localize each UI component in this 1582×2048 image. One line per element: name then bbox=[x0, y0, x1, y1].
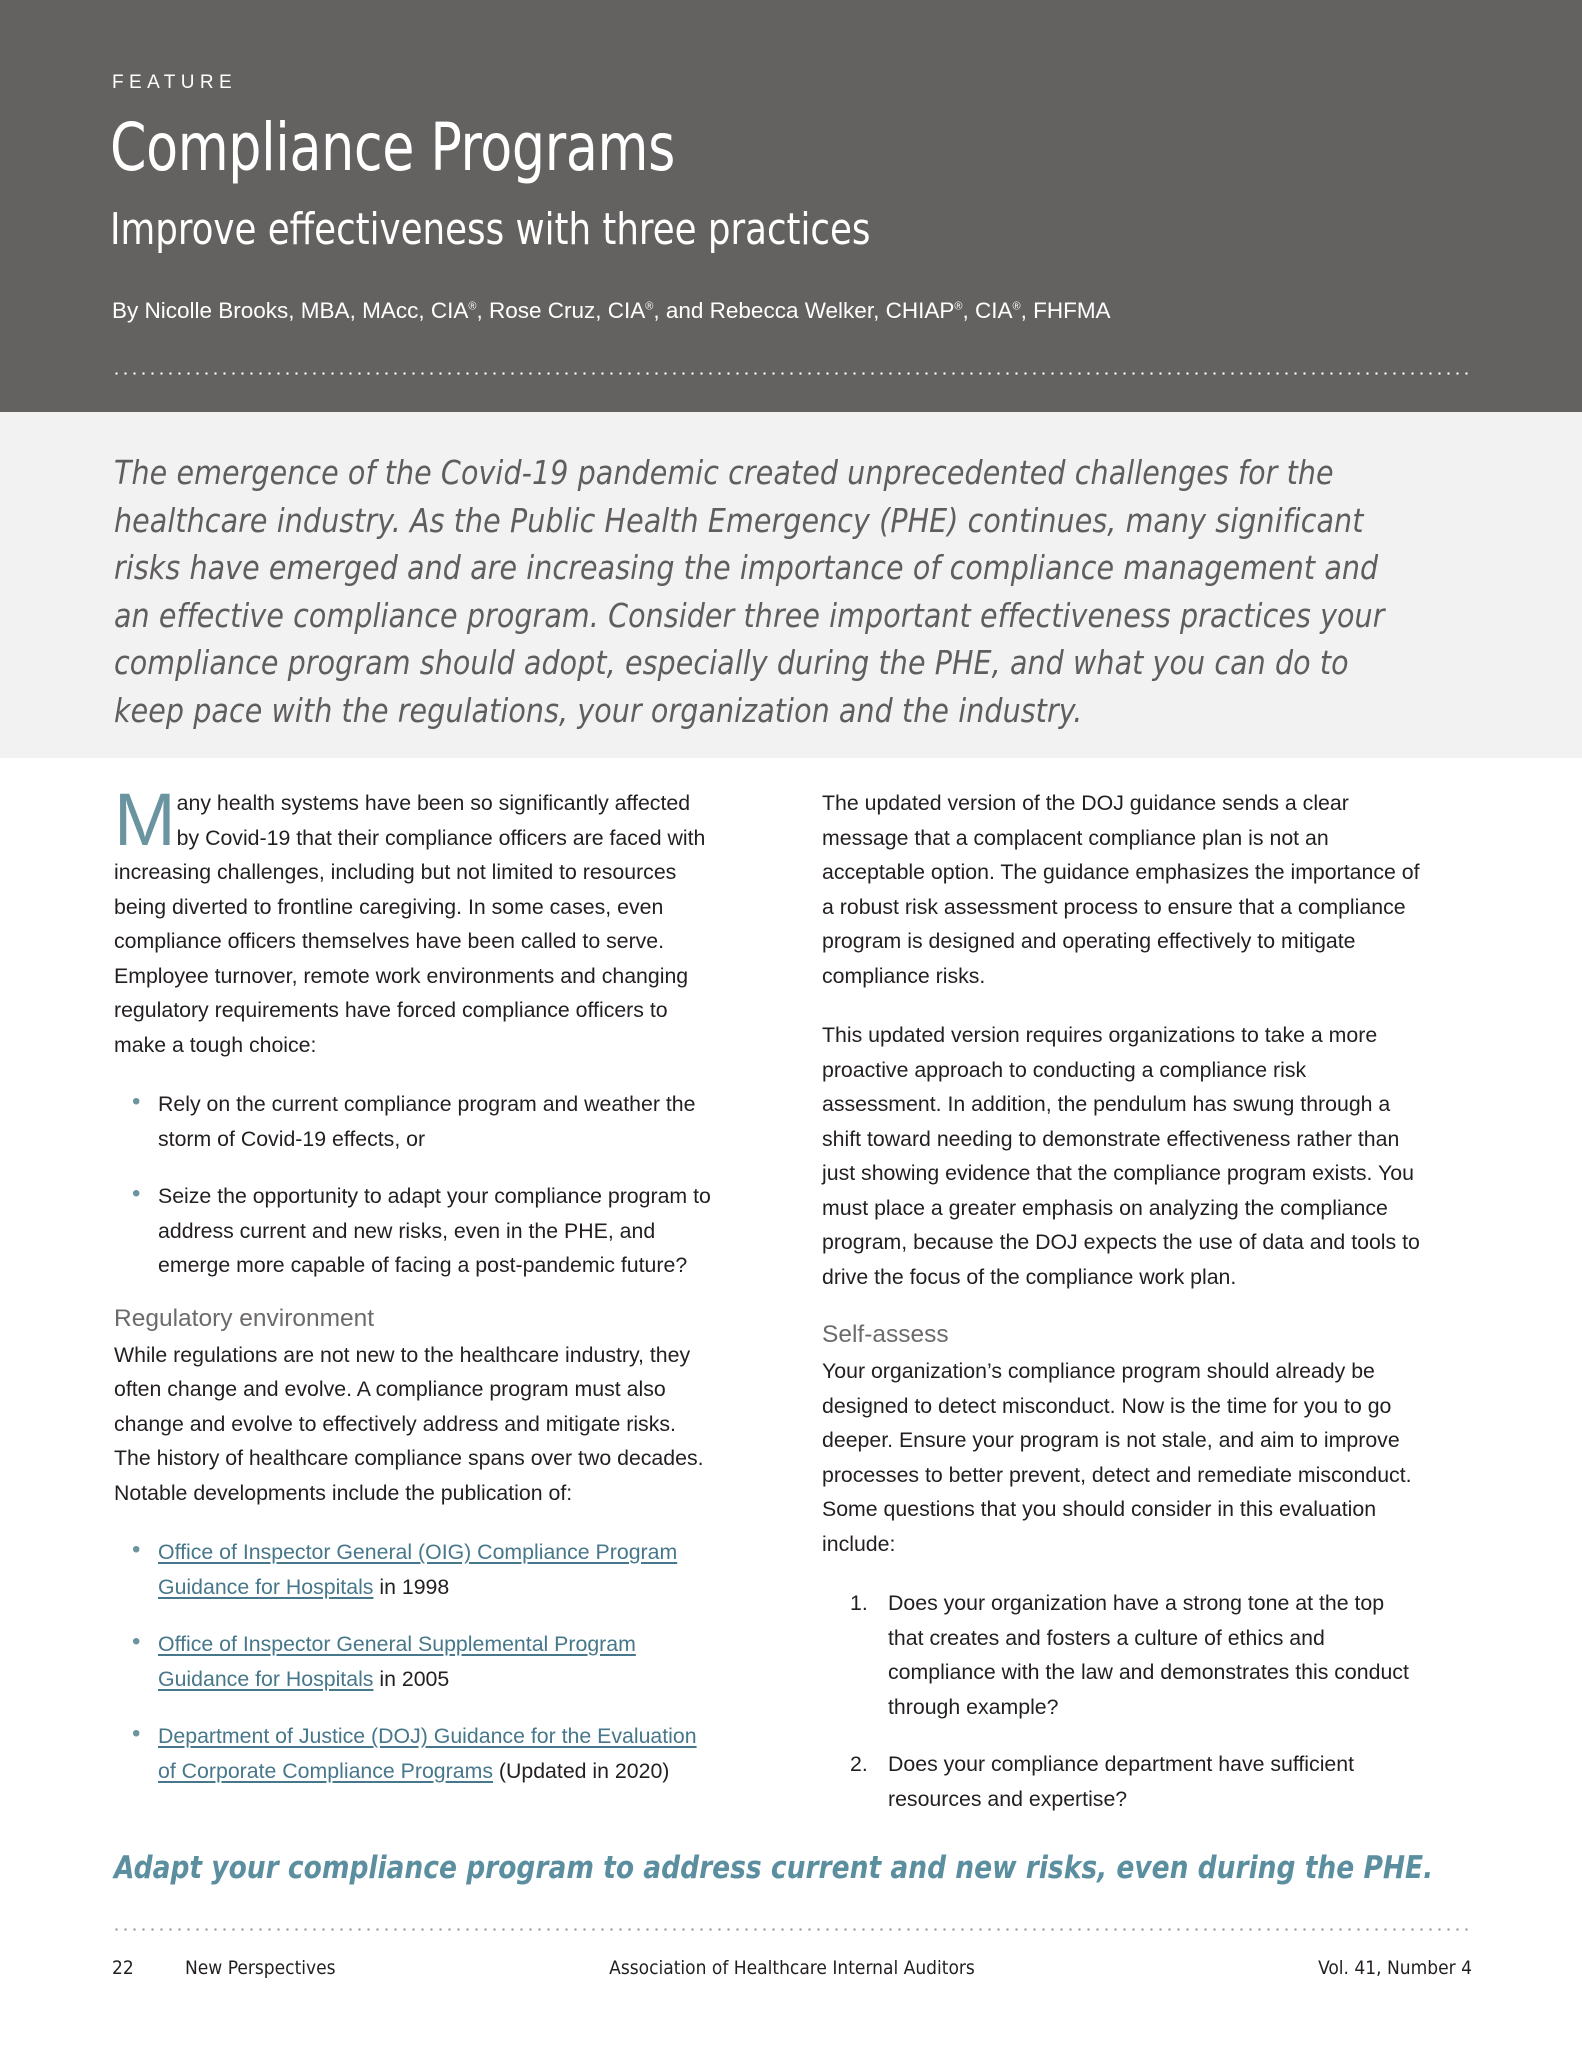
page-title: Compliance Programs bbox=[110, 109, 675, 186]
article-abstract-band bbox=[0, 412, 1582, 758]
list-item bbox=[158, 1535, 714, 1604]
right-paragraph-2: This updated version requires organizations to take a more proactive approach to conducting a compliance risk assessment. In addition, the pendulum has swung through a shift toward needing to demonstrate effectiveness rather than just showing evidence that the compliance program exists. You must place a greater emphasis on analyzing the compliance program, because the DOJ expects the use of data and tools to drive the focus of the compliance work plan. bbox=[822, 1023, 1420, 1289]
left-paragraph-1 bbox=[114, 778, 714, 1062]
drop-cap: M bbox=[114, 778, 176, 861]
reference-link-doj-2020[interactable]: Department of Justice (DOJ) Guidance for the Evaluation of Corporate Compliance Programs bbox=[158, 1724, 697, 1783]
list-item bbox=[158, 1719, 714, 1788]
byline bbox=[112, 298, 1111, 324]
list-item: • Rely on the current compliance program and weather the storm of Covid-19 effects, or bbox=[158, 1087, 714, 1156]
footer-dotted-divider bbox=[112, 1928, 1470, 1931]
registered-mark-icon: ® bbox=[468, 300, 477, 313]
footer-organization: Association of Healthcare Internal Auditors bbox=[609, 1957, 975, 1979]
left-paragraph-2: While regulations are not new to the healthcare industry, they often change and evolve. A compliance program must also change and evolve to effectively address and mitigate risks. The history of healthcare compliance spans over two decades. Notable developments include the publication of: bbox=[114, 1342, 704, 1505]
byline-part-3: , and Rebecca Welker, CHIAP bbox=[653, 298, 955, 323]
byline-part-5: , FHFMA bbox=[1020, 298, 1111, 323]
left-reference-list bbox=[114, 1535, 714, 1788]
right-numbered-list bbox=[822, 1586, 1422, 1816]
reference-tail: in 2005 bbox=[373, 1666, 450, 1691]
list-item: Does your compliance department have sufficient resources and expertise? bbox=[888, 1752, 1355, 1811]
reference-link-oig-1998[interactable]: Office of Inspector General (OIG) Compliance Program Guidance for Hospitals bbox=[158, 1540, 678, 1599]
article-header-band bbox=[0, 0, 1582, 412]
left-column bbox=[114, 778, 714, 1808]
byline-part-2: , Rose Cruz, CIA bbox=[476, 298, 646, 323]
registered-mark-icon: ® bbox=[645, 300, 654, 313]
footer-page-number: 22 bbox=[112, 1957, 134, 1979]
right-paragraph-1: The updated version of the DOJ guidance sends a clear message that a complacent compliance plan is not an acceptable option. The guidance emphasizes the importance of a robust risk assessment process to ensure that a compliance program is designed and operating effectively to mitigate compliance risks. bbox=[822, 791, 1420, 988]
section-heading-regulatory-environment: Regulatory environment bbox=[114, 1304, 375, 1332]
header-dotted-divider bbox=[112, 372, 1470, 375]
left-paragraph-1-text: any health systems have been so significantly affected by Covid-19 that their compliance officers are faced with increasing challenges, including but not limited to resources being diverted to frontline caregiving. In some cases, even compliance officers themselves have been called to serve. Employee turnover, remote work environments and changing regulatory requirements have forced compliance officers to make a tough choice: bbox=[114, 791, 706, 1057]
reference-link-oig-2005[interactable]: Office of Inspector General Supplemental Program Guidance for Hospitals bbox=[158, 1632, 636, 1691]
right-paragraph-3: Your organization’s compliance program should already be designed to detect misconduct. Now is the time for you to go deeper. Ensure your program is not stale, and aim to improve processes to better prevent, detect and remediate misconduct. Some questions that you should consider in this evaluation include: bbox=[822, 1359, 1412, 1556]
list-item: • Seize the opportunity to adapt your compliance program to address current and new risks, even in the PHE, and emerge more capable of facing a post-pandemic future? bbox=[158, 1179, 714, 1283]
list-item bbox=[158, 1627, 714, 1696]
footer-journal-name: New Perspectives bbox=[185, 1957, 336, 1979]
right-column bbox=[822, 786, 1422, 1836]
reference-tail: (Updated in 2020) bbox=[492, 1758, 670, 1783]
kicker-label: FEATURE bbox=[112, 72, 238, 93]
footer-volume-number: Vol. 41, Number 4 bbox=[1318, 1957, 1472, 1979]
registered-mark-icon: ® bbox=[954, 300, 963, 313]
list-item: Does your organization have a strong tone at the top that creates and fosters a culture of ethics and compliance with the law and demonstrates this conduct through example? bbox=[888, 1591, 1409, 1719]
left-bullet-list bbox=[114, 1087, 714, 1283]
section-heading-self-assess: Self-assess bbox=[822, 1321, 949, 1348]
page-footer bbox=[112, 1955, 1472, 1985]
registered-mark-icon: ® bbox=[1012, 300, 1021, 313]
reference-tail: in 1998 bbox=[373, 1574, 450, 1599]
article-abstract: The emergence of the Covid-19 pandemic created unprecedented challenges for the healthcare industry. As the Public Health Emergency (PHE) continues, many significant risks have emerged and are increasing the importance of compliance management and an effective compliance program. Consider three important effectiveness practices your compliance program should adopt, especially during the PHE, and what you can do to keep pace with the regulations, your organization and the industry. bbox=[114, 453, 1385, 730]
pull-quote: Adapt your compliance program to address current and new risks, even during the PHE. bbox=[114, 1850, 1434, 1886]
page-subtitle: Improve effectiveness with three practices bbox=[110, 204, 871, 255]
byline-part-1: By Nicolle Brooks, MBA, MAcc, CIA bbox=[112, 298, 469, 323]
byline-part-4: , CIA bbox=[962, 298, 1013, 323]
